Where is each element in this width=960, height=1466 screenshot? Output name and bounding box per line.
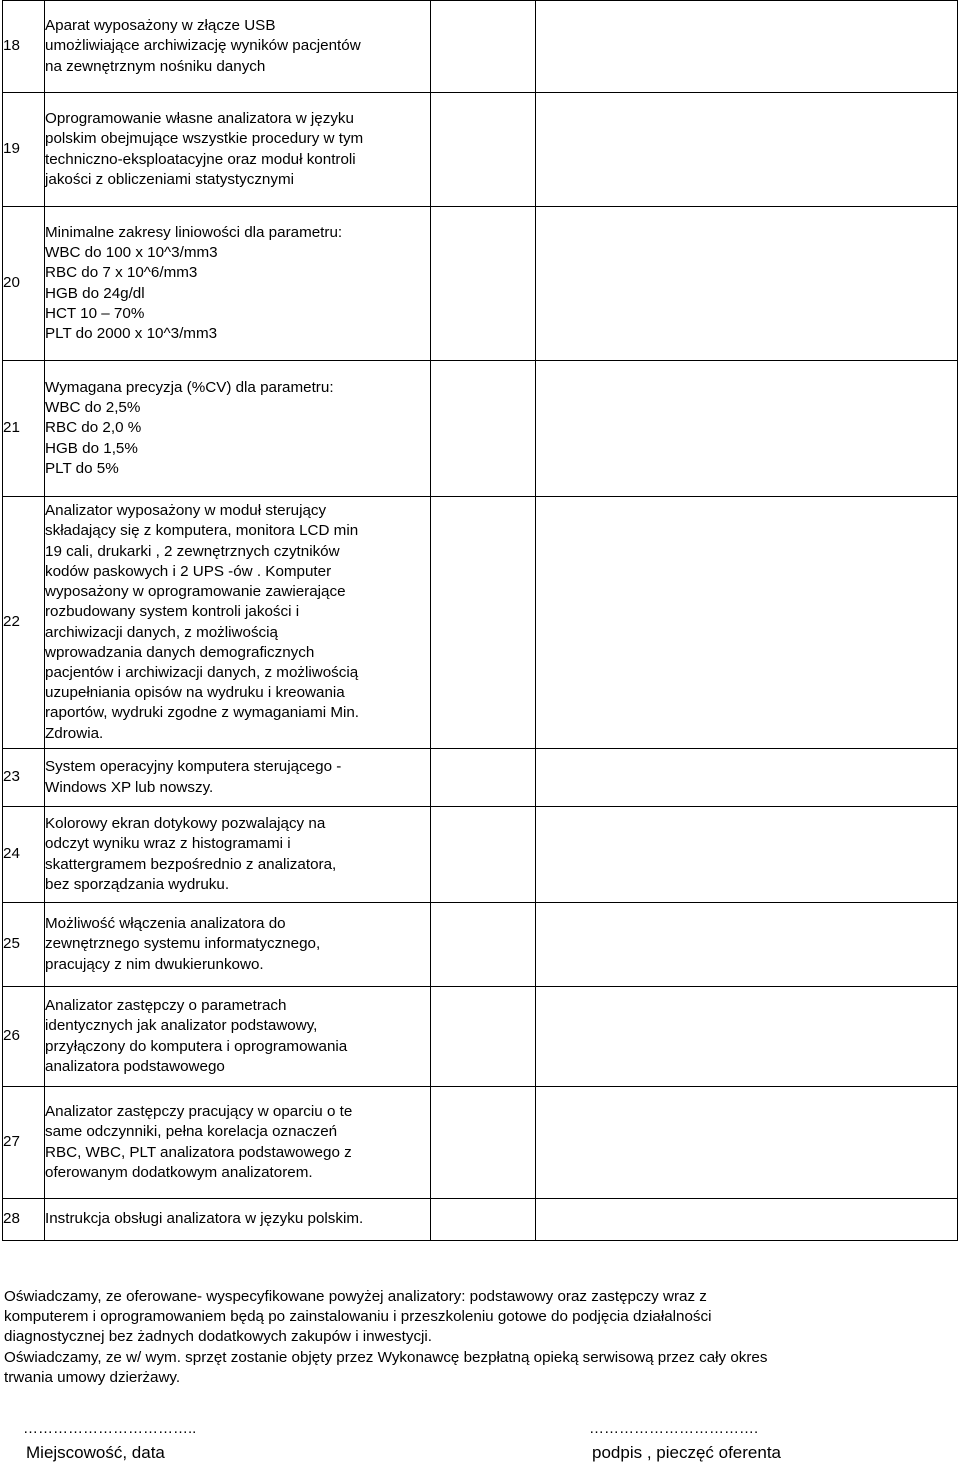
description-line: archiwizacji danych, z możliwością (45, 623, 278, 641)
table-row (3, 807, 958, 903)
description-line: wyposażony w oprogramowanie zawierające (45, 583, 346, 601)
row-description (45, 1199, 431, 1241)
description-line: kodów paskowych i 2 UPS -ów . Komputer (45, 562, 332, 580)
empty-cell-offer (431, 1087, 536, 1199)
empty-cell-notes (536, 497, 958, 749)
row-description (45, 497, 431, 749)
row-description (45, 207, 431, 361)
row-number: 23 (3, 749, 45, 807)
description-line: PLT do 5% (45, 459, 119, 477)
empty-cell-offer (431, 1, 536, 93)
description-line: Wymagana precyzja (%CV) dla parametru: (45, 378, 334, 396)
empty-cell-offer (431, 903, 536, 987)
empty-cell-offer (431, 987, 536, 1087)
statement-line: diagnostycznej bez żadnych dodatkowych zakupów i inwestycji. (4, 1328, 433, 1346)
description-line: oferowanym dodatkowym analizatorem. (45, 1163, 313, 1181)
empty-cell-offer (431, 207, 536, 361)
description-line: Zdrowia. (45, 724, 104, 742)
description-line: identycznych jak analizator podstawowy, (45, 1017, 318, 1035)
description-line: wprowadzania danych demograficznych (45, 643, 315, 661)
statement-line: Oświadczamy, ze oferowane- wyspecyfikowane powyżej analizatory: podstawowy oraz zastępczy wraz z (4, 1288, 707, 1305)
empty-cell-notes (536, 903, 958, 987)
table-row (3, 1199, 958, 1241)
table-row (3, 1087, 958, 1199)
description-line: pacjentów i archiwizacji danych, z możliwością (45, 663, 359, 681)
empty-cell-offer (431, 93, 536, 207)
empty-cell-notes (536, 361, 958, 497)
statement (4, 1287, 954, 1388)
description-line: Oprogramowanie własne analizatora w języku (45, 110, 354, 128)
description-line: umożliwiające archiwizację wyników pacjentów (45, 37, 361, 55)
row-description (45, 807, 431, 903)
empty-cell-offer (431, 1199, 536, 1241)
empty-cell-offer (431, 361, 536, 497)
description-line: WBC do 2,5% (45, 399, 141, 417)
empty-cell-notes (536, 1087, 958, 1199)
table-row (3, 93, 958, 207)
description-line: Instrukcja obsługi analizatora w języku polskim. (45, 1210, 364, 1228)
empty-cell-notes (536, 807, 958, 903)
description-line: rozbudowany system kontroli jakości i (45, 603, 300, 621)
signature-label: podpis , pieczęć oferenta (592, 1443, 782, 1462)
description-line: bez sporządzania wydruku. (45, 875, 230, 893)
table-row (3, 361, 958, 497)
row-number: 18 (3, 1, 45, 93)
empty-cell-offer (431, 807, 536, 903)
table-row (3, 1, 958, 93)
description-line: HGB do 1,5% (45, 439, 138, 457)
description-line: WBC do 100 x 10^3/mm3 (45, 244, 218, 262)
statement-line: trwania umowy dzierżawy. (4, 1368, 181, 1386)
row-number: 27 (3, 1087, 45, 1199)
description-line: składający się z komputera, monitora LCD min (45, 522, 359, 540)
row-description (45, 93, 431, 207)
description-line: Kolorowy ekran dotykowy pozwalający na (45, 815, 326, 833)
row-description (45, 1, 431, 93)
description-line: PLT do 2000 x 10^3/mm3 (45, 324, 218, 342)
description-line: 19 cali, drukarki , 2 zewnętrznych czytników (45, 542, 340, 560)
row-description (45, 749, 431, 807)
description-line: HGB do 24g/dl (45, 284, 145, 302)
description-line: uzupełniania opisów na wydruku i kreowania (45, 684, 345, 702)
description-line: RBC do 7 x 10^6/mm3 (45, 264, 198, 282)
row-number: 28 (3, 1199, 45, 1241)
row-description (45, 903, 431, 987)
description-line: odczyt wyniku wraz z histogramami i (45, 835, 291, 853)
table-row (3, 987, 958, 1087)
row-number: 26 (3, 987, 45, 1087)
empty-cell-notes (536, 987, 958, 1087)
specification-table (2, 0, 958, 1241)
empty-cell-notes (536, 1199, 958, 1241)
place-date-dots: …………………………….. (23, 1420, 197, 1437)
description-line: przyłączony do komputera i oprogramowania (45, 1037, 348, 1055)
description-line: techniczno-eksploatacyjne oraz moduł kontroli (45, 150, 356, 168)
empty-cell-notes (536, 1, 958, 93)
signature-dots: ……………………………. (589, 1420, 759, 1437)
description-line: raportów, wydruki zgodne z wymaganiami Min. (45, 704, 360, 722)
description-line: RBC do 2,0 % (45, 419, 142, 437)
description-line: System operacyjny komputera sterującego - (45, 758, 342, 776)
description-line: na zewnętrznym nośniku danych (45, 57, 266, 75)
description-line: HCT 10 – 70% (45, 304, 145, 322)
empty-cell-offer (431, 749, 536, 807)
description-line: Analizator wyposażony w moduł sterujący (45, 502, 327, 520)
empty-cell-notes (536, 207, 958, 361)
table-row (3, 497, 958, 749)
description-line: zewnętrznego systemu informatycznego, (45, 935, 321, 953)
row-number: 22 (3, 497, 45, 749)
description-line: RBC, WBC, PLT analizatora podstawowego z (45, 1143, 352, 1161)
description-line: Analizator zastępczy o parametrach (45, 997, 287, 1015)
row-number: 21 (3, 361, 45, 497)
description-line: Możliwość włączenia analizatora do (45, 915, 286, 933)
description-line: same odczynniki, pełna korelacja oznaczeń (45, 1123, 338, 1141)
table-row (3, 207, 958, 361)
row-number: 24 (3, 807, 45, 903)
description-line: jakości z obliczeniami statystycznymi (45, 170, 294, 188)
description-line: Minimalne zakresy liniowości dla parametru: (45, 223, 343, 241)
row-number: 20 (3, 207, 45, 361)
row-description (45, 361, 431, 497)
description-line: analizatora podstawowego (45, 1057, 225, 1075)
statement-line: komputerem i oprogramowaniem będą po zainstalowaniu i przeszkoleniu gotowe do podjęcia działalności (4, 1308, 712, 1326)
description-line: Aparat wyposażony w złącze USB (45, 17, 276, 35)
row-description (45, 987, 431, 1087)
row-number: 19 (3, 93, 45, 207)
row-description (45, 1087, 431, 1199)
description-line: polskim obejmujące wszystkie procedury w tym (45, 130, 364, 148)
description-line: Windows XP lub nowszy. (45, 778, 214, 796)
statement-line: Oświadczamy, ze w/ wym. sprzęt zostanie objęty przez Wykonawcę bezpłatną opieką serwisową przez cały okres (4, 1348, 768, 1366)
table-row (3, 749, 958, 807)
description-line: Analizator zastępczy pracujący w oparciu o te (45, 1103, 353, 1121)
empty-cell-notes (536, 749, 958, 807)
table-row (3, 903, 958, 987)
description-line: pracujący z nim dwukierunkowo. (45, 955, 264, 973)
empty-cell-notes (536, 93, 958, 207)
row-number: 25 (3, 903, 45, 987)
place-date-label: Miejscowość, data (26, 1443, 165, 1462)
empty-cell-offer (431, 497, 536, 749)
description-line: skattergramem bezpośrednio z analizatora, (45, 855, 337, 873)
